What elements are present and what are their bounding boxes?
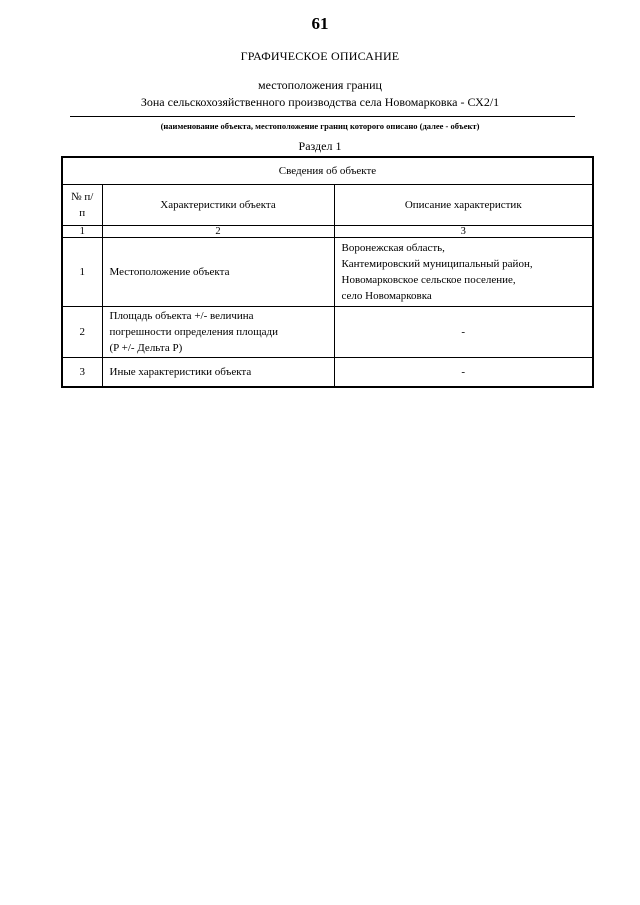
page-number: 61 [311, 14, 329, 33]
object-name: Зона сельскохозяйственного производства села Новомарковка - СХ2/1 [140, 95, 500, 109]
header-description: Описание характеристик [334, 185, 593, 226]
underline-rule [70, 116, 575, 117]
object-info-table [61, 156, 594, 388]
column-number: 3 [334, 226, 593, 238]
row-description: - [334, 358, 593, 388]
description-line: село Новомарковка [341, 290, 432, 302]
row-number: 3 [62, 358, 102, 388]
table-header-row [62, 185, 593, 226]
column-number-row [62, 226, 593, 238]
object-name-note: (наименование объекта, местоположение границ которого описано (далее - объект) [160, 121, 480, 131]
description-line: Воронежская область, [341, 242, 445, 254]
row-description [334, 238, 593, 307]
description-line: Кантемировский муниципальный район, [341, 258, 533, 270]
section-title: Раздел 1 [298, 139, 342, 153]
row-characteristic: Иные характеристики объекта [102, 358, 334, 388]
row-number: 2 [62, 307, 102, 358]
description-line: Новомарковское сельское поселение, [341, 274, 516, 286]
table-row [62, 238, 593, 307]
row-characteristic: Местоположение объекта [102, 238, 334, 307]
document-title: ГРАФИЧЕСКОЕ ОПИСАНИЕ [240, 49, 400, 63]
row-characteristic [102, 307, 334, 358]
row-description: - [334, 307, 593, 358]
document-subtitle: местоположения границ [258, 78, 382, 92]
header-number: № п/п [62, 185, 102, 226]
row-number: 1 [62, 238, 102, 307]
characteristic-line: (P +/- Дельта P) [109, 342, 183, 354]
characteristic-line: Площадь объекта +/- величина [109, 310, 254, 322]
table-row [62, 307, 593, 358]
table-caption: Сведения об объекте [62, 157, 593, 185]
header-characteristics: Характеристики объекта [102, 185, 334, 226]
column-number: 2 [102, 226, 334, 238]
column-number: 1 [62, 226, 102, 238]
table-row [62, 358, 593, 388]
table-caption-row [62, 157, 593, 185]
characteristic-line: погрешности определения площади [109, 326, 279, 338]
